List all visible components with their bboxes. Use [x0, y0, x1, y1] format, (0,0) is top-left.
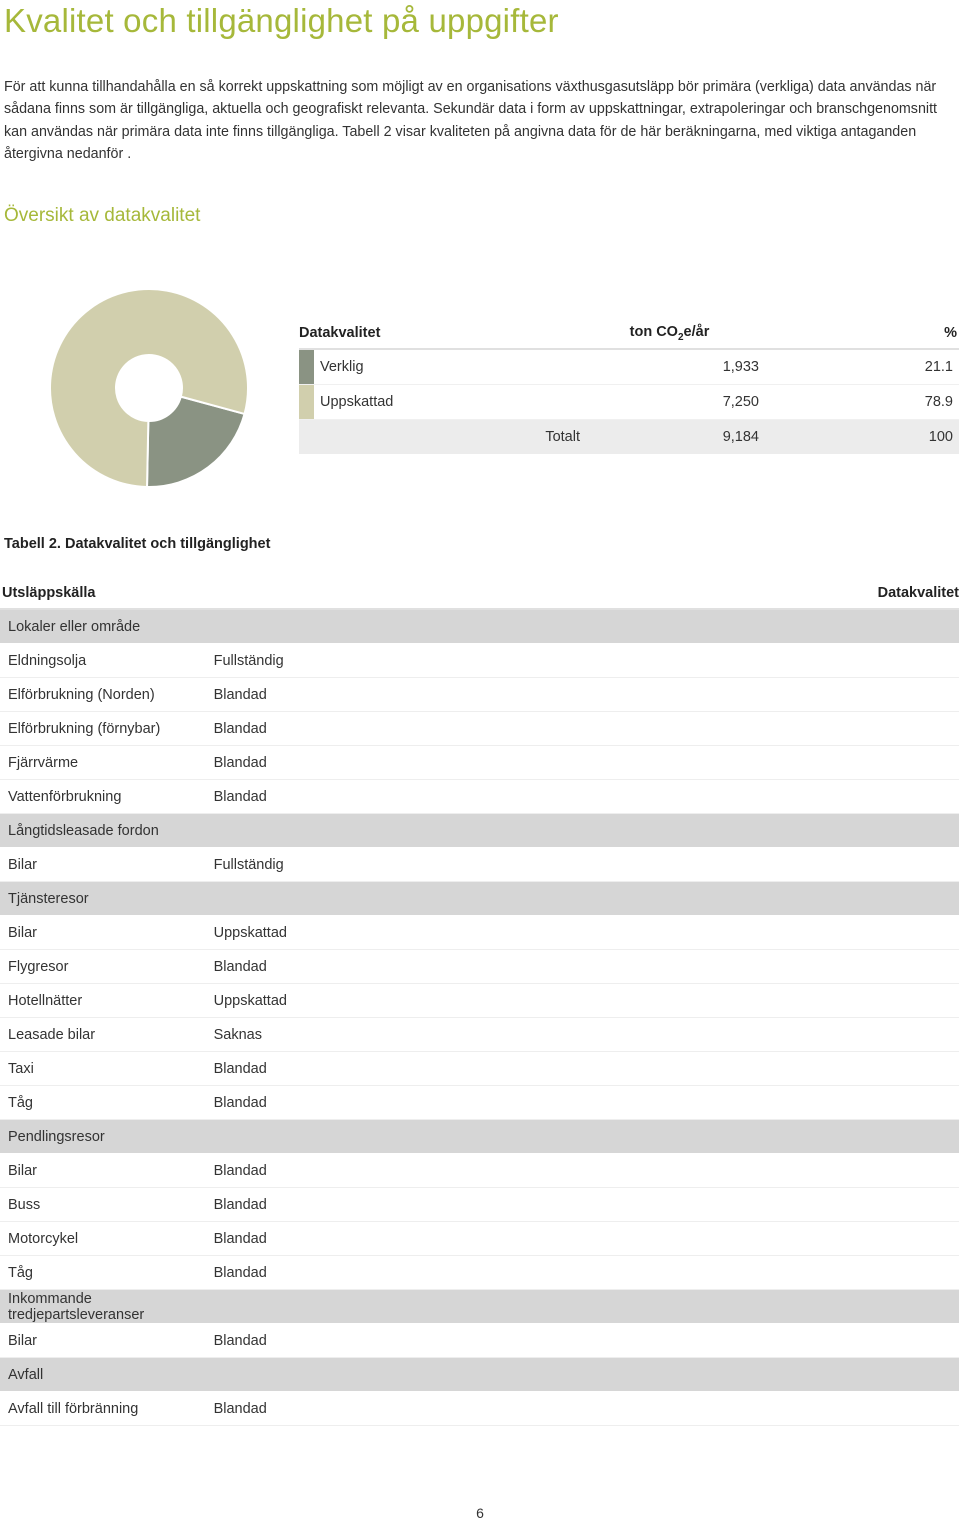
- source-cell: Tåg: [0, 1086, 208, 1120]
- summary-header-ton: [580, 318, 759, 349]
- summary-pct: 78.9: [759, 385, 959, 420]
- legend-swatch-verklig: [299, 349, 314, 385]
- source-cell: Bilar: [0, 848, 208, 882]
- table-row: [0, 780, 959, 814]
- quality-cell: Blandad: [208, 746, 959, 780]
- quality-cell: Blandad: [208, 712, 959, 746]
- summary-header-row: [299, 318, 959, 349]
- source-cell: Elförbrukning (förnybar): [0, 712, 208, 746]
- source-cell: Elförbrukning (Norden): [0, 678, 208, 712]
- table-row: [0, 678, 959, 712]
- quality-cell: [208, 1290, 959, 1324]
- quality-cell: Blandad: [208, 1052, 959, 1086]
- quality-cell: Uppskattad: [208, 916, 959, 950]
- table-row: [0, 1222, 959, 1256]
- summary-pct: 21.1: [759, 349, 959, 385]
- category-row: [0, 882, 959, 916]
- data-quality-table: [0, 578, 959, 1426]
- source-cell: Leasade bilar: [0, 1018, 208, 1052]
- quality-cell: Fullständig: [208, 848, 959, 882]
- table-row: [0, 1018, 959, 1052]
- summary-total-pct: 100: [759, 420, 959, 455]
- intro-paragraph: För att kunna tillhandahålla en så korrekt uppskattning som möjligt av en organisations växthusgasutsläpp bör primära (verkliga) data användas när sådana finns som är tillgängliga, aktuella och geografiskt relevanta. Sekundär data i form av uppskattningar, extrapoleringar och branschgenomsnitt kan användas när primära data inte finns tillgängliga. Tabell 2 visar kvaliteten på angivna data för de här beräkningarna, med viktiga antaganden återgivna nedanför .: [4, 79, 938, 162]
- source-cell: Pendlingsresor: [0, 1120, 208, 1154]
- table-row: [0, 1188, 959, 1222]
- source-cell: Flygresor: [0, 950, 208, 984]
- quality-cell: Blandad: [208, 1154, 959, 1188]
- table-row: [0, 984, 959, 1018]
- source-cell: Lokaler eller område: [0, 609, 208, 644]
- quality-cell: Blandad: [208, 1188, 959, 1222]
- source-cell: Tjänsteresor: [0, 882, 208, 916]
- quality-cell: Blandad: [208, 1256, 959, 1290]
- source-cell: Hotellnätter: [0, 984, 208, 1018]
- summary-total-row: [299, 420, 959, 455]
- page-number: 6: [476, 1505, 484, 1521]
- total-spacer: [299, 420, 314, 455]
- table-caption: Tabell 2. Datakvalitet och tillgänglighet: [4, 536, 271, 552]
- source-cell: Bilar: [0, 1154, 208, 1188]
- source-cell: Bilar: [0, 916, 208, 950]
- quality-cell: [208, 1358, 959, 1392]
- quality-cell: Blandad: [208, 1324, 959, 1358]
- page-title: Kvalitet och tillgänglighet på uppgifter: [4, 2, 559, 39]
- table-row: [0, 1086, 959, 1120]
- table-row: [0, 1052, 959, 1086]
- summary-header-ton-prefix: ton CO: [629, 323, 678, 340]
- quality-cell: [208, 609, 959, 644]
- summary-row-uppskattad: [299, 385, 959, 420]
- summary-value: 7,250: [580, 385, 759, 420]
- quality-header-row: [0, 578, 959, 609]
- summary-total-label: Totalt: [314, 420, 580, 455]
- table-row: [0, 1324, 959, 1358]
- table-row: [0, 1154, 959, 1188]
- overview-title: Översikt av datakvalitet: [4, 205, 201, 226]
- table-row: [0, 712, 959, 746]
- quality-cell: Blandad: [208, 678, 959, 712]
- quality-cell: [208, 1120, 959, 1154]
- quality-cell: Blandad: [208, 1222, 959, 1256]
- summary-header-quality: Datakvalitet: [299, 318, 580, 349]
- category-row: [0, 1120, 959, 1154]
- legend-swatch-uppskattad: [299, 385, 314, 420]
- summary-header-pct: %: [759, 318, 959, 349]
- category-row: [0, 609, 959, 644]
- source-cell: Avfall till förbränning: [0, 1392, 208, 1426]
- category-row: [0, 1290, 959, 1324]
- table-row: [0, 848, 959, 882]
- source-cell: Avfall: [0, 1358, 208, 1392]
- summary-row-verklig: [299, 349, 959, 385]
- source-cell: Eldningsolja: [0, 644, 208, 678]
- quality-cell: Fullständig: [208, 644, 959, 678]
- summary-label: Verklig: [314, 349, 580, 385]
- quality-cell: Blandad: [208, 1086, 959, 1120]
- source-cell: Inkommande tredjepartsleveranser: [0, 1290, 208, 1324]
- table-row: [0, 950, 959, 984]
- quality-cell: Blandad: [208, 780, 959, 814]
- source-cell: Bilar: [0, 1324, 208, 1358]
- source-cell: Tåg: [0, 1256, 208, 1290]
- source-cell: Fjärrvärme: [0, 746, 208, 780]
- summary-header-ton-suffix: e/år: [683, 323, 710, 340]
- quality-cell: Blandad: [208, 1392, 959, 1426]
- source-cell: Taxi: [0, 1052, 208, 1086]
- category-row: [0, 1358, 959, 1392]
- table-row: [0, 1256, 959, 1290]
- source-cell: Motorcykel: [0, 1222, 208, 1256]
- data-quality-donut-chart: [50, 289, 252, 491]
- data-quality-summary-table: [299, 318, 959, 454]
- quality-cell: [208, 814, 959, 848]
- quality-cell: Uppskattad: [208, 984, 959, 1018]
- source-cell: Buss: [0, 1188, 208, 1222]
- summary-total-value: 9,184: [580, 420, 759, 455]
- table-row: [0, 644, 959, 678]
- header-quality: Datakvalitet: [208, 578, 959, 609]
- table-row: [0, 916, 959, 950]
- quality-cell: Saknas: [208, 1018, 959, 1052]
- header-source: Utsläppskälla: [0, 578, 208, 609]
- summary-value: 1,933: [580, 349, 759, 385]
- category-row: [0, 814, 959, 848]
- table-row: [0, 1392, 959, 1426]
- summary-header-ton-sub: 2: [677, 331, 684, 343]
- quality-table-body: [0, 609, 959, 1426]
- source-cell: Långtidsleasade fordon: [0, 814, 208, 848]
- quality-cell: Blandad: [208, 950, 959, 984]
- quality-cell: [208, 882, 959, 916]
- source-cell: Vattenförbrukning: [0, 780, 208, 814]
- summary-label: Uppskattad: [314, 385, 580, 420]
- table-row: [0, 746, 959, 780]
